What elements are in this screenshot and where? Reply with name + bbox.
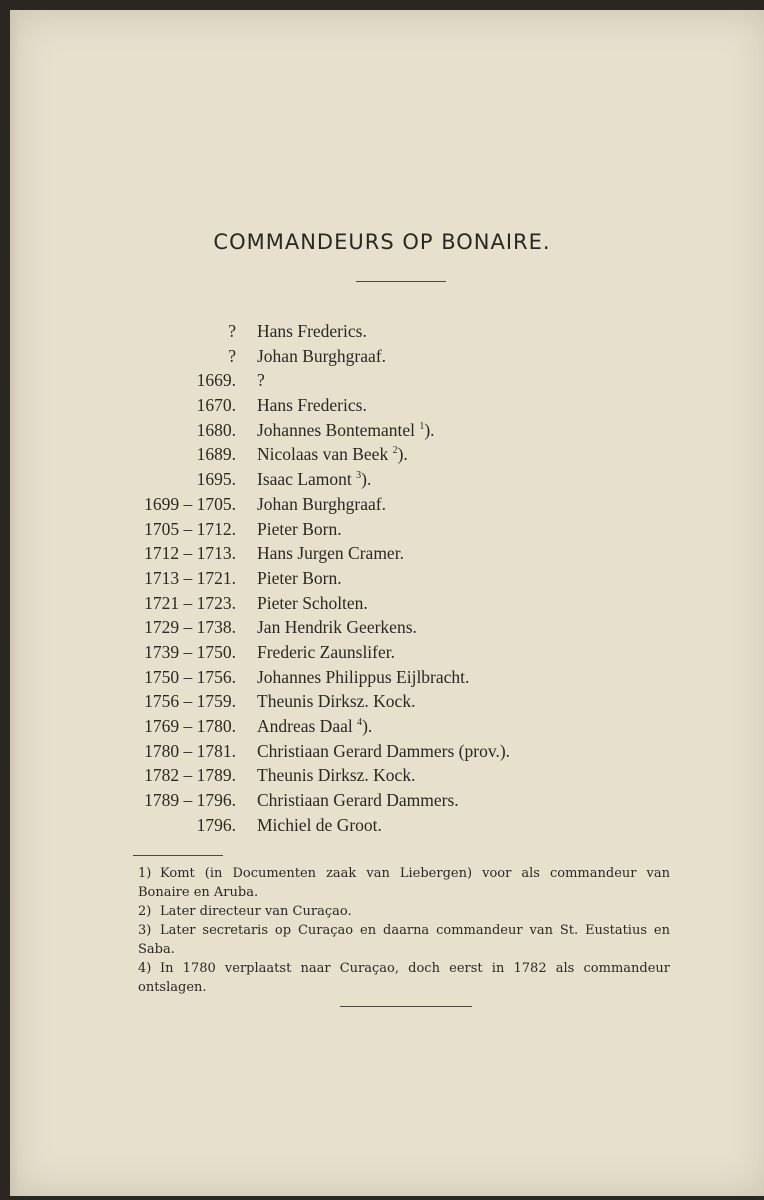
- commander-name: Andreas Daal $^4$).: [257, 716, 373, 736]
- list-item: [0, 741, 764, 766]
- list-item: [0, 691, 764, 716]
- footnote-ref: 2: [392, 445, 398, 457]
- years: 1695.: [196, 469, 236, 490]
- footnote-ref: 4: [357, 717, 363, 729]
- commander-name: Theunis Dirksz. Kock.: [257, 691, 416, 712]
- list-item: [0, 395, 764, 420]
- footnote-marker: 4): [138, 961, 152, 976]
- end-rule: [340, 1006, 472, 1007]
- list-item: [0, 519, 764, 544]
- years: 1699 – 1705.: [144, 493, 236, 514]
- commander-name: Hans Frederics.: [257, 395, 367, 416]
- years: 1670.: [196, 395, 236, 416]
- list-item: [0, 667, 764, 692]
- footnote-text: Komt (in Documenten zaak van Liebergen) voor als commandeur van Bonaire en Aruba.: [138, 866, 670, 900]
- years: ?: [228, 345, 236, 366]
- commander-name: Michiel de Groot.: [257, 814, 382, 835]
- list-item: [0, 617, 764, 642]
- commander-name: Frederic Zaunslifer.: [257, 641, 396, 662]
- years: 1689.: [196, 444, 236, 465]
- years: 1739 – 1750.: [144, 641, 236, 662]
- commander-name: Pieter Born.: [257, 518, 342, 539]
- years: 1713 – 1721.: [144, 567, 236, 588]
- footnote-marker: 2): [138, 904, 152, 919]
- list-item: [0, 370, 764, 395]
- commander-name: Christiaan Gerard Dammers.: [257, 790, 459, 811]
- years: 1750 – 1756.: [144, 666, 236, 687]
- years: 1756 – 1759.: [144, 691, 236, 712]
- years: 1729 – 1738.: [144, 617, 236, 638]
- commander-name: Nicolaas van Beek $^2$).: [257, 444, 408, 465]
- years: 1780 – 1781.: [144, 740, 236, 761]
- commander-name: Hans Frederics.: [257, 321, 367, 341]
- footnote-marker: 3): [138, 923, 152, 938]
- commander-name: Theunis Dirksz. Kock.: [257, 765, 416, 786]
- list-item: [0, 790, 764, 815]
- footnote-ref: 1: [419, 420, 425, 432]
- years: 1669.: [196, 370, 236, 391]
- years: 1789 – 1796.: [144, 790, 236, 811]
- commander-name: Pieter Scholten.: [257, 592, 368, 613]
- commander-name: Johan Burghgraaf.: [257, 493, 386, 514]
- list-item: [0, 346, 764, 371]
- years: 1712 – 1713.: [144, 543, 236, 564]
- years: 1721 – 1723.: [144, 592, 236, 613]
- commander-name: Jan Hendrik Geerkens.: [257, 617, 417, 638]
- commander-name: ?: [257, 370, 265, 391]
- footnote-text: Later directeur van Curaçao.: [160, 904, 352, 919]
- list-item: [0, 321, 764, 346]
- list-item: [0, 568, 764, 593]
- list-item: [0, 642, 764, 667]
- footnote-marker: 1): [138, 866, 152, 881]
- commander-name: Christiaan Gerard Dammers (prov.).: [257, 740, 511, 761]
- commander-name: Hans Jurgen Cramer.: [257, 543, 404, 564]
- list-item: [0, 543, 764, 568]
- list-item: [0, 815, 764, 840]
- commanders-list: [0, 321, 764, 839]
- footnote-divider: [133, 855, 223, 856]
- list-item: [0, 420, 764, 445]
- page-title: COMMANDEURS OP BONAIRE.: [213, 230, 551, 254]
- list-item: [0, 765, 764, 790]
- list-item: [0, 716, 764, 741]
- footnote: [138, 959, 670, 997]
- years: 1769 – 1780.: [144, 716, 236, 736]
- years: ?: [228, 321, 236, 341]
- footnote-text: Later secretaris op Curaçao en daarna commandeur van St. Eustatius en Saba.: [138, 923, 670, 957]
- list-item: [0, 444, 764, 469]
- commander-name: Johannes Bontemantel $^1$).: [257, 419, 435, 440]
- footnote: [138, 864, 670, 902]
- years: 1782 – 1789.: [144, 765, 236, 786]
- list-item: [0, 593, 764, 618]
- commander-name: Pieter Born.: [257, 567, 342, 588]
- footnote-ref: 3: [356, 470, 362, 482]
- years: 1705 – 1712.: [144, 518, 236, 539]
- footnote-text: In 1780 verplaatst naar Curaçao, doch eerst in 1782 als commandeur ontslagen.: [138, 961, 670, 995]
- commander-name: Johannes Philippus Eijlbracht.: [257, 666, 470, 687]
- commander-name: Johan Burghgraaf.: [257, 345, 386, 366]
- footnote: [138, 902, 670, 921]
- title-divider: [356, 281, 446, 282]
- commander-name: Isaac Lamont $^3$).: [257, 469, 372, 490]
- list-item: [0, 469, 764, 494]
- footnote: [138, 921, 670, 959]
- list-item: [0, 494, 764, 519]
- footnotes: [138, 864, 670, 997]
- years: 1680.: [196, 419, 236, 440]
- years: 1796.: [196, 814, 236, 835]
